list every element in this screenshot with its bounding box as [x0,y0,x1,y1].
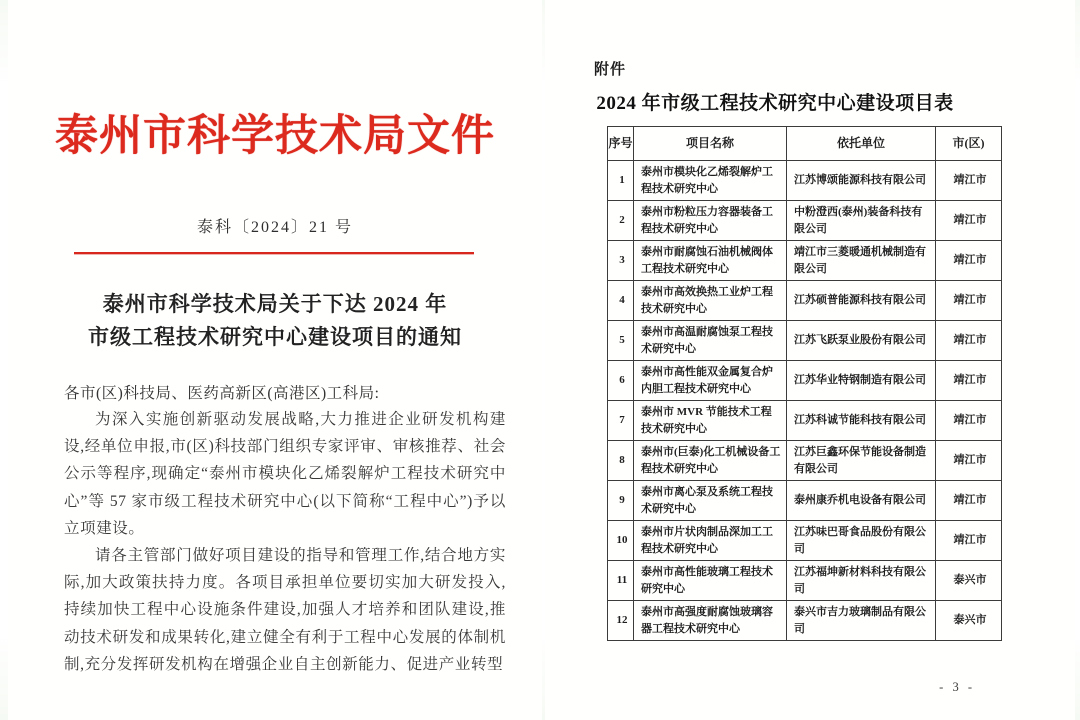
table-row [608,321,1002,361]
cell-seq: 4 [608,281,634,321]
table-row [608,161,1002,201]
cell-org: 江苏华业特钢制造有限公司 [787,361,936,401]
cell-name: 泰州市模块化乙烯裂解炉工程技术研究中心 [634,161,787,201]
cell-name: 泰州市片状肉制品深加工工程技术研究中心 [634,521,787,561]
cell-org: 江苏巨鑫环保节能设备制造有限公司 [787,441,936,481]
cell-name: 泰州市高强度耐腐蚀玻璃容器工程技术研究中心 [634,601,787,641]
cell-name: 泰州市耐腐蚀石油机械阀体工程技术研究中心 [634,241,787,281]
cell-seq: 2 [608,201,634,241]
cell-district: 泰兴市 [936,601,1002,641]
agency-letterhead-title: 泰州市科学技术局文件 [55,113,495,160]
cell-seq: 9 [608,481,634,521]
document-body [64,406,506,678]
cell-org: 泰兴市吉力玻璃制品有限公司 [787,601,936,641]
cell-name: 泰州市高效换热工业炉工程技术研究中心 [634,281,787,321]
cell-org: 江苏硕普能源科技有限公司 [787,281,936,321]
cell-district: 靖江市 [936,361,1002,401]
cell-district: 靖江市 [936,321,1002,361]
cell-org: 中粉澄西(泰州)装备科技有限公司 [787,201,936,241]
cell-seq: 8 [608,441,634,481]
table-row [608,241,1002,281]
cell-org: 江苏福坤新材料科技有限公司 [787,561,936,601]
red-divider-line [74,252,474,254]
body-paragraph-1: 为深入实施创新驱动发展战略,大力推进企业研发机构建设,经单位申报,市(区)科技部门组织专家评审、审核推荐、社会公示等程序,现确定“泰州市模块化乙烯裂解炉工程技术研究中心”等 57 家市级工程技术研究中心(以下简称“工程中心”)予以立项建设。 [64,411,506,537]
cell-district: 靖江市 [936,401,1002,441]
cell-org: 江苏飞跃泵业股份有限公司 [787,321,936,361]
cell-org: 靖江市三菱暖通机械制造有限公司 [787,241,936,281]
table-row [608,361,1002,401]
header-name: 项目名称 [634,127,787,161]
attachment-label: 附件 [594,62,627,78]
cell-seq: 11 [608,561,634,601]
cell-name: 泰州市高性能玻璃工程技术研究中心 [634,561,787,601]
header-org: 依托单位 [787,127,936,161]
table-row [608,201,1002,241]
cell-seq: 1 [608,161,634,201]
cell-org: 泰州康乔机电设备有限公司 [787,481,936,521]
header-district: 市(区) [936,127,1002,161]
table-title: 2024 年市级工程技术研究中心建设项目表 [596,93,954,114]
cell-district: 靖江市 [936,441,1002,481]
cell-district: 靖江市 [936,201,1002,241]
table-row [608,441,1002,481]
cell-district: 靖江市 [936,481,1002,521]
cell-seq: 7 [608,401,634,441]
cell-district: 靖江市 [936,281,1002,321]
cell-name: 泰州市高性能双金属复合炉内胆工程技术研究中心 [634,361,787,401]
table-header-row [608,127,1002,161]
cell-district: 靖江市 [936,241,1002,281]
page-number: - 3 - [939,680,975,694]
cell-name: 泰州市 MVR 节能技术工程技术研究中心 [634,401,787,441]
table-row [608,601,1002,641]
right-page [545,0,1075,720]
cell-district: 靖江市 [936,521,1002,561]
table-row [608,561,1002,601]
body-paragraph-2: 请各主管部门做好项目建设的指导和管理工作,结合地方实际,加大政策扶持力度。各项目承担单位要切实加大研发投入,持续加快工程中心设施条件建设,加强人才培养和团队建设,推动技术研发和成果转化,建立健全有利于工程中心发展的体制机制,充分发挥研发机构在增强企业自主创新能力、促进产业转型 [64,547,506,673]
cell-name: 泰州市(巨泰)化工机械设备工程技术研究中心 [634,441,787,481]
table-row [608,521,1002,561]
left-page [8,0,542,720]
cell-name: 泰州市高温耐腐蚀泵工程技术研究中心 [634,321,787,361]
cell-seq: 5 [608,321,634,361]
document-title-line1: 泰州市科学技术局关于下达 2024 年 [102,292,448,316]
cell-name: 泰州市离心泵及系统工程技术研究中心 [634,481,787,521]
cell-district: 泰兴市 [936,561,1002,601]
table-row [608,481,1002,521]
cell-district: 靖江市 [936,161,1002,201]
cell-seq: 10 [608,521,634,561]
cell-org: 江苏味巴哥食品股份有限公司 [787,521,936,561]
document-reference-number: 泰科〔2024〕21 号 [196,219,353,236]
cell-org: 江苏科诚节能科技有限公司 [787,401,936,441]
document-title-line2: 市级工程技术研究中心建设项目的通知 [88,325,462,349]
header-seq: 序号 [608,127,634,161]
cell-name: 泰州市粉粒压力容器装备工程技术研究中心 [634,201,787,241]
projects-table [607,126,1002,641]
cell-seq: 3 [608,241,634,281]
cell-org: 江苏博颂能源科技有限公司 [787,161,936,201]
cell-seq: 12 [608,601,634,641]
table-row [608,281,1002,321]
cell-seq: 6 [608,361,634,401]
salutation: 各市(区)科技局、医药高新区(高港区)工科局: [64,385,380,402]
document-title [28,288,522,354]
table-row [608,401,1002,441]
